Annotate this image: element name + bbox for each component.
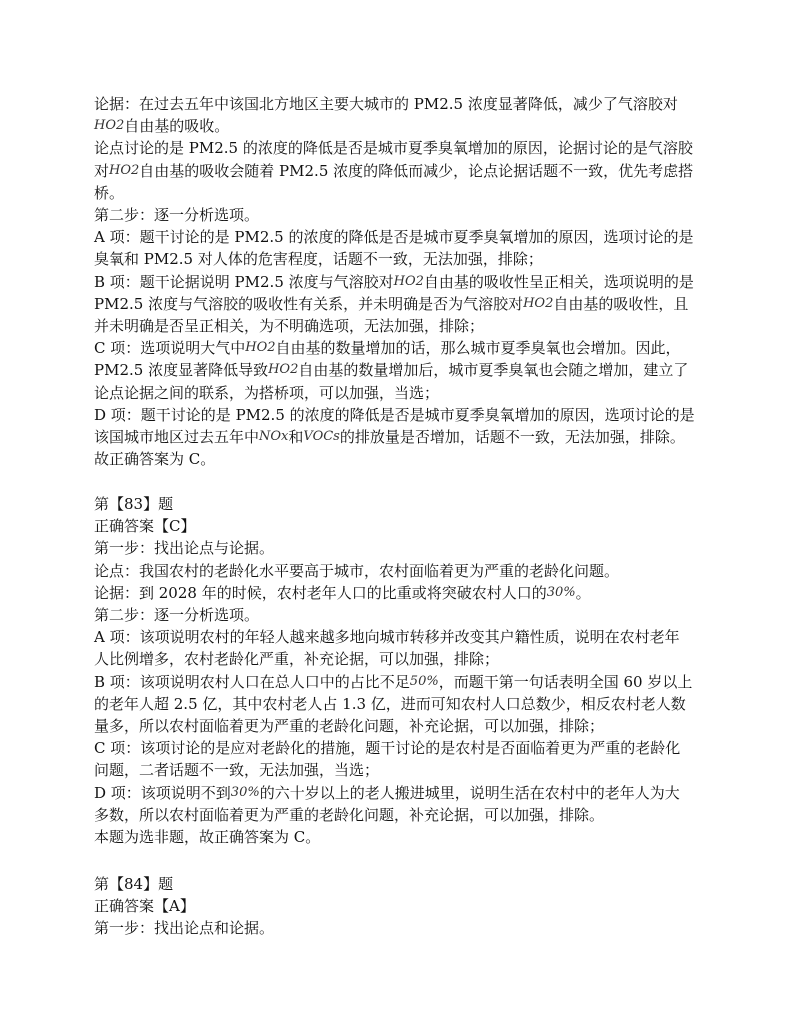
text-segment: D 项：该项说明不到 — [94, 783, 231, 802]
formula-symbol: 50% — [409, 673, 439, 689]
formula-symbol: VOCs — [303, 429, 340, 444]
text-line: 问题，二者话题不一致，无法加强，当选； — [94, 761, 380, 780]
text-line — [94, 426, 685, 448]
text-line: 第二步：逐一分析选项。 — [94, 206, 260, 224]
text-segment: 的六十岁以上的老人搬进城里，说明生活在农村中的老年人为大 — [259, 783, 680, 802]
text-segment: B 项：该项说明农村人口在总人口中的占比不足 — [94, 672, 410, 691]
text-segment: PM2.5 浓度与气溶胶的吸收性有关系，并未明确是否为气溶胶对 — [94, 294, 524, 313]
text-line: C 项：该项讨论的是应对老龄化的措施，题干讨论的是农村是否面临着更为严重的老龄化 — [94, 739, 681, 758]
formula-symbol: HO2 — [523, 295, 554, 311]
text-line: 人比例增多，农村老龄化严重，补充论据，可以加强，排除； — [94, 650, 500, 669]
text-line: 量多，所以农村面临着更为严重的老龄化问题，补充论据，可以加强，排除； — [94, 717, 605, 735]
text-line — [94, 293, 688, 315]
text-line — [94, 271, 694, 293]
text-line: 多数，所以农村面临着更为严重的老龄化问题，补充论据，可以加强，排除。 — [94, 805, 605, 824]
formula-symbol: HO2 — [109, 162, 140, 178]
text-line — [94, 160, 693, 182]
text-segment: 论据：到 2028 年的时候，农村老年人口的比重或将突破农村人口的 — [94, 583, 547, 602]
text-segment: 该国城市地区过去五年中 — [94, 428, 260, 446]
text-line: 臭氧和 PM2.5 对人体的危害程度，话题不一致，无法加强，排除； — [94, 250, 543, 269]
text-line: A 项：题干讨论的是 PM2.5 的浓度的降低是否是城市夏季臭氧增加的原因，选项讨论的是 — [94, 228, 694, 247]
text-segment: 自由基的吸收。 — [124, 117, 230, 136]
text-segment: 自由基的吸收性，且 — [553, 294, 689, 313]
text-line: 的老年人超 2.5 亿，其中农村老人占 1.3 亿，进而可知农村人口总数少，相反农村老人数 — [94, 694, 686, 713]
formula-symbol: HO2 — [393, 273, 424, 289]
text-line: 并未明确是否呈正相关，为不明确选项，无法加强，排除； — [94, 317, 485, 335]
text-line: 第【84】题 — [94, 875, 174, 893]
text-segment: 自由基的吸收性呈正相关，选项说明的是 — [423, 272, 694, 291]
text-line: 论据：在过去五年中该国北方地区主要大城市的 PM2.5 浓度显著降低，减少了气溶胶对 — [94, 95, 678, 113]
text-segment: PM2.5 浓度显著降低导致 — [94, 361, 269, 380]
text-segment: 。 — [575, 583, 591, 602]
formula-symbol: NOx — [259, 429, 289, 444]
text-segment: 自由基的吸收会随着 PM2.5 浓度的降低而减少，论点论据话题不一致，优先考虑搭 — [139, 161, 694, 180]
text-line: 论点：我国农村的老龄化水平要高于城市，农村面临着更为严重的老龄化问题。 — [94, 561, 620, 580]
text-segment: 自由基的数量增加的话，那么城市夏季臭氧也会增加。因此， — [275, 339, 681, 358]
text-line: 第【83】题 — [94, 495, 174, 513]
formula-symbol: HO2 — [245, 340, 276, 356]
text-line: A 项：该项说明农村的年轻人越来越多地向城市转移并改变其户籍性质，说明在农村老年 — [94, 628, 680, 647]
text-line — [94, 337, 681, 359]
text-segment: 对 — [94, 161, 110, 180]
formula-symbol: HO2 — [268, 362, 299, 378]
text-line: 论点论据之间的联系，为搭桥项，可以加强，当选； — [94, 383, 440, 402]
text-segment: C 项：选项说明大气中 — [94, 339, 246, 358]
text-line: 第二步：逐一分析选项。 — [94, 606, 260, 624]
text-line: 正确答案【A】 — [94, 897, 195, 916]
text-line — [94, 671, 692, 693]
text-line: 故正确答案为 C。 — [94, 450, 216, 469]
text-line — [94, 782, 680, 804]
text-line: 桥。 — [94, 183, 125, 202]
text-segment: 自由基的数量增加后，城市夏季臭氧也会随之增加，建立了 — [298, 361, 689, 380]
text-line: 正确答案【C】 — [94, 517, 196, 536]
formula-symbol: HO2 — [94, 118, 125, 134]
text-segment: ，而题干第一句话表明全国 60 岁以上 — [438, 672, 693, 691]
text-line — [94, 115, 229, 137]
text-segment: B 项：题干论据说明 PM2.5 浓度与气溶胶对 — [94, 272, 394, 291]
text-line — [94, 582, 591, 604]
text-segment: 和 — [288, 428, 304, 446]
text-segment: 的排放量是否增加，话题不一致，无法加强，排除。 — [339, 428, 685, 446]
formula-symbol: 30% — [546, 584, 576, 600]
text-line: 论点讨论的是 PM2.5 的浓度的降低是否是城市夏季臭氧增加的原因，论据讨论的是气溶胶 — [94, 139, 693, 158]
text-line: 第一步：找出论点和论据。 — [94, 919, 275, 938]
text-line: 第一步：找出论点与论据。 — [94, 539, 275, 558]
text-line: 本题为选非题，故正确答案为 C。 — [94, 828, 321, 846]
text-line — [94, 359, 688, 381]
text-line: D 项：题干讨论的是 PM2.5 的浓度的降低是否是城市夏季臭氧增加的原因，选项讨论的是 — [94, 405, 695, 424]
formula-symbol: 30% — [230, 784, 260, 800]
